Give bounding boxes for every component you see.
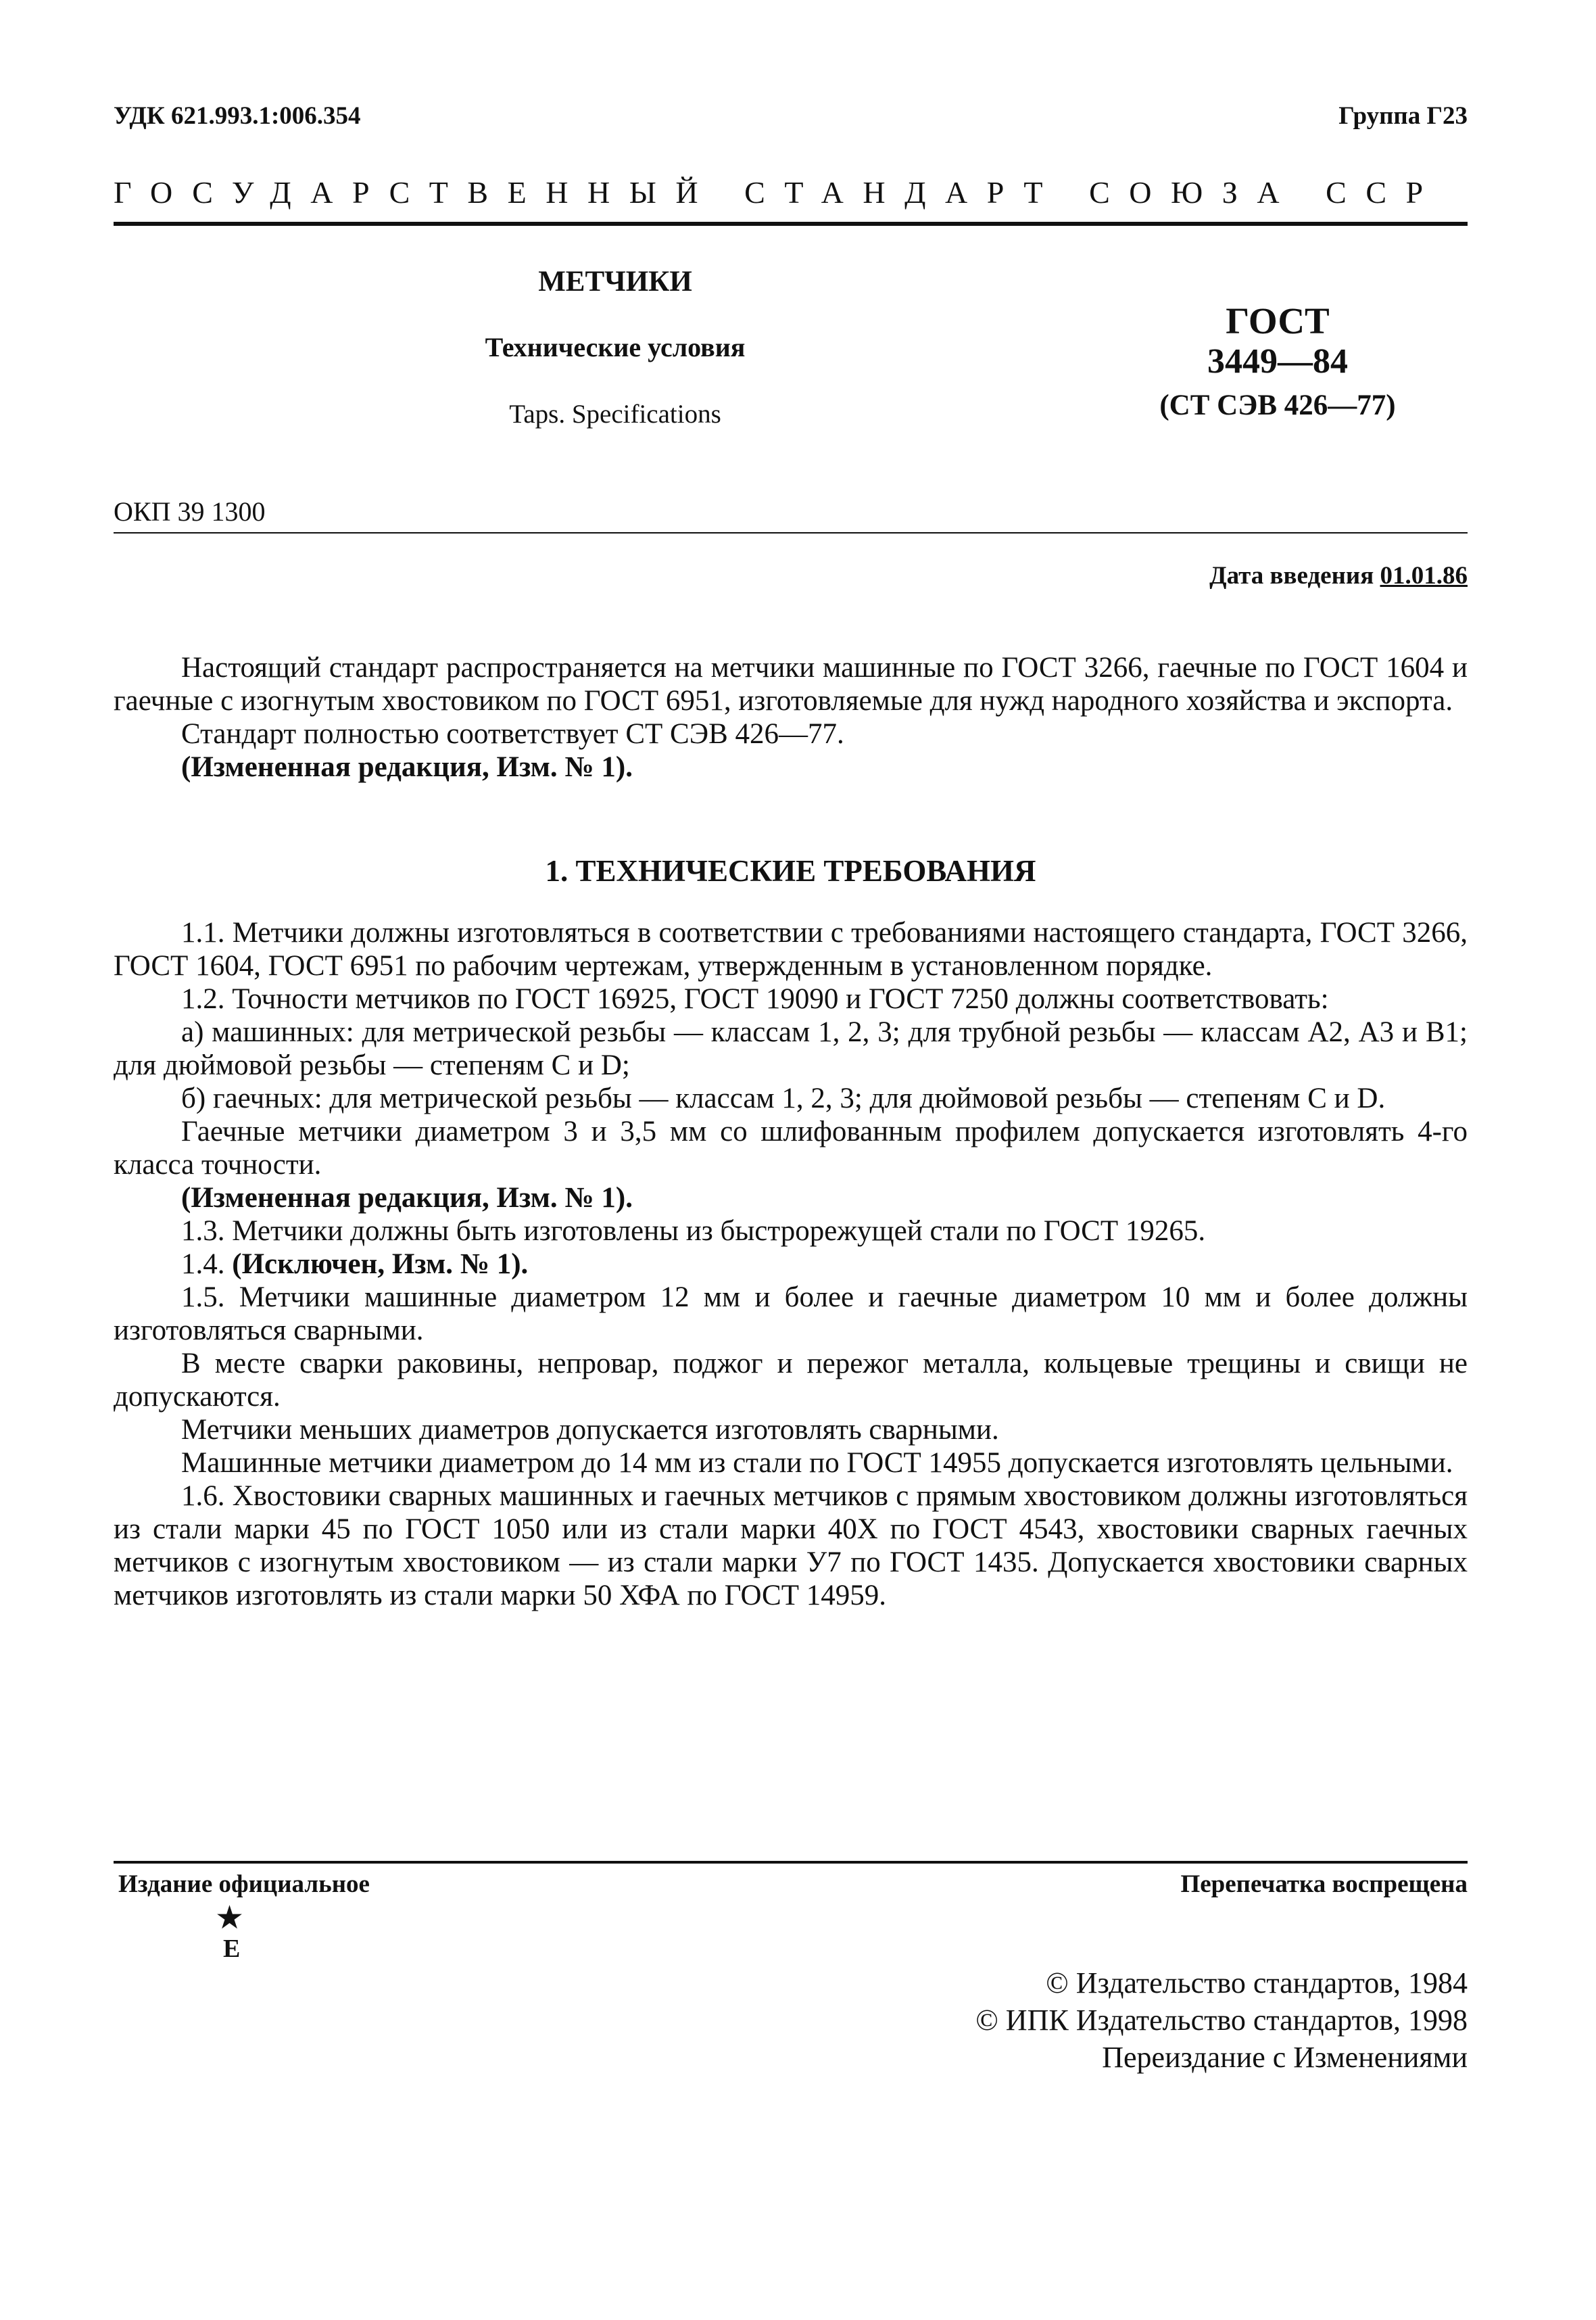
star-icon: ★	[215, 1900, 245, 1936]
document-title: МЕТЧИКИ	[538, 266, 692, 298]
introduction-date	[1209, 561, 1468, 590]
clause-1-2-a: а) машинных: для метрической резьбы — классам 1, 2, 3; для трубной резьбы — классам А2, А3 и В1; для дюймовой резьбы — степеням С и D;	[114, 1016, 1468, 1081]
footer-rule	[114, 1861, 1468, 1864]
official-edition-label: Издание официальное	[118, 1870, 370, 1898]
section-1-body	[114, 916, 1468, 1612]
okp-code: ОКП 39 1300	[114, 496, 266, 527]
clause-1-2-b: б) гаечных: для метрической резьбы — классам 1, 2, 3; для дюймовой резьбы — степеням С и D.	[181, 1083, 1386, 1114]
gost-number: 3449—84	[1207, 342, 1348, 381]
clause-1-5-smaller: Метчики меньших диаметров допускается изготовлять сварными.	[181, 1414, 999, 1446]
edition-mark: Е	[223, 1935, 241, 1963]
introduction-date-value: 01.01.86	[1380, 562, 1468, 590]
okp-rule	[114, 532, 1468, 534]
header-rule	[114, 222, 1468, 226]
reissue-note: Переиздание с Изменениями	[1102, 2041, 1468, 2074]
copyright-1998: © ИПК Издательство стандартов, 1998	[975, 2004, 1468, 2037]
intro-conformity: Стандарт полностью соответствует СТ СЭВ 426—77.	[181, 718, 844, 750]
introduction-date-label: Дата введения	[1209, 562, 1374, 590]
clause-1-6: 1.6. Хвостовики сварных машинных и гаечных метчиков с прямым хвостовиком должны изготовляться из стали марки 45 по ГОСТ 1050 или из стали марки 40Х по ГОСТ 4543, хвостовики сварных гаечных метчиков с изогнутым хвостовиком — из стали марки У7 по ГОСТ 1435. Допускается хвостовики сварных метчиков изготовлять из стали марки 50 ХФА по ГОСТ 14959.	[114, 1480, 1468, 1611]
copyright-1984: © Издательство стандартов, 1984	[1046, 1966, 1468, 1999]
document-english-title: Taps. Specifications	[509, 400, 721, 429]
reprint-prohibited-label: Перепечатка воспрещена	[1180, 1870, 1468, 1898]
clause-1-2-amendment: (Измененная редакция, Изм. № 1).	[181, 1182, 633, 1214]
clause-1-5: 1.5. Метчики машинные диаметром 12 мм и более и гаечные диаметром 10 мм и более должны изготовляться сварными.	[114, 1281, 1468, 1346]
clause-1-2: 1.2. Точности метчиков по ГОСТ 16925, ГОСТ 19090 и ГОСТ 7250 должны соответствовать:	[181, 983, 1329, 1015]
copyright-block	[656, 1964, 1468, 2076]
document-subtitle: Технические условия	[485, 332, 746, 362]
intro-paragraph: Настоящий стандарт распространяется на метчики машинные по ГОСТ 3266, гаечные по ГОСТ 1604 и гаечные с изогнутым хвостовиком по ГОСТ 6951, изготовляемые для нужд народного хозяйства и экспорта.	[114, 652, 1468, 717]
udk-code: УДК 621.993.1:006.354	[114, 102, 361, 130]
state-standard-banner: ГОСУДАРСТВЕННЫЙ СТАНДАРТ СОЮЗА ССР	[114, 175, 1443, 210]
gost-name: ГОСТ	[1226, 300, 1330, 341]
gost-sev-reference: (СТ СЭВ 426—77)	[1159, 389, 1396, 421]
clause-1-2-note: Гаечные метчики диаметром 3 и 3,5 мм со шлифованным профилем допускается изготовлять 4-го класса точности.	[114, 1116, 1468, 1181]
clause-1-4-excluded: (Исключен, Изм. № 1).	[232, 1248, 529, 1280]
intro-section	[114, 651, 1468, 784]
clause-1-4	[114, 1248, 1468, 1281]
intro-amendment-note: (Измененная редакция, Изм. № 1).	[181, 751, 633, 783]
section-heading: 1. ТЕХНИЧЕСКИЕ ТРЕБОВАНИЯ	[545, 854, 1036, 888]
clause-1-5-defects: В месте сварки раковины, непровар, поджог и пережог металла, кольцевые трещины и свищи не допускаются.	[114, 1348, 1468, 1413]
group-code: Группа Г23	[1338, 102, 1468, 130]
clause-1-4-number: 1.4.	[181, 1248, 225, 1280]
clause-1-5-solid: Машинные метчики диаметром до 14 мм из стали по ГОСТ 14955 допускается изготовлять цельными.	[181, 1447, 1453, 1479]
clause-1-3: 1.3. Метчики должны быть изготовлены из быстрорежущей стали по ГОСТ 19265.	[181, 1215, 1206, 1247]
gost-designation	[1122, 301, 1433, 429]
clause-1-1: 1.1. Метчики должны изготовляться в соответствии с требованиями настоящего стандарта, ГОСТ 3266, ГОСТ 1604, ГОСТ 6951 по рабочим чертежам, утвержденным в установленном порядке.	[114, 917, 1468, 982]
